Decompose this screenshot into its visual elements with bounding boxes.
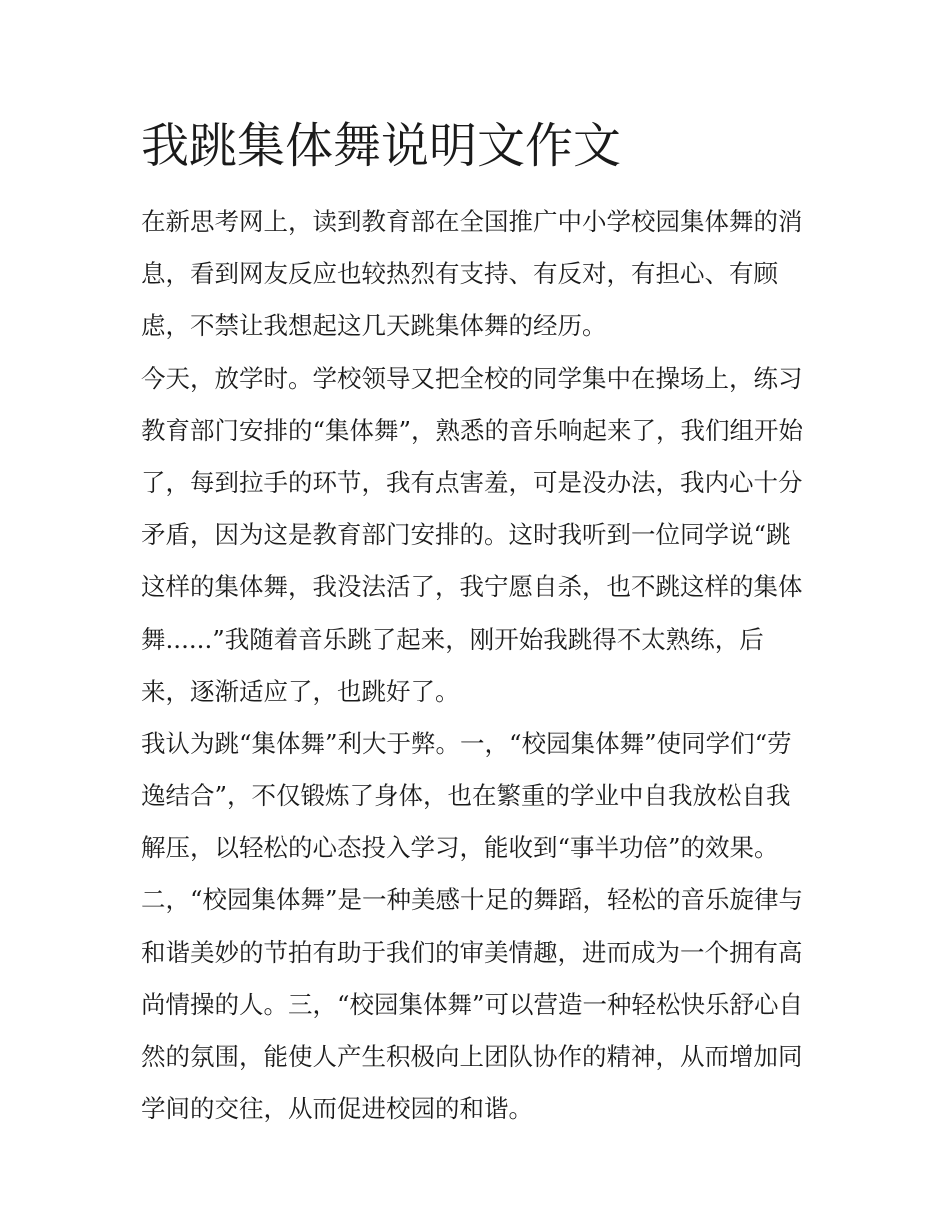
text-line: 解压，以轻松的心态投入学习，能收到“事半功倍”的效果。 [141, 833, 779, 863]
text-line: 这样的集体舞，我没法活了，我宁愿自杀，也不跳这样的集体 [141, 572, 803, 602]
text-line: 虑，不禁让我想起这几天跳集体舞的经历。 [141, 311, 607, 341]
text-line: 学间的交往，从而促进校园的和谐。 [141, 1094, 533, 1124]
text-line: 今天，放学时。学校领导又把全校的同学集中在操场上，练习 [141, 363, 803, 393]
text-line: 息，看到网友反应也较热烈有支持、有反对，有担心、有顾 [141, 259, 778, 289]
text-line: 和谐美妙的节拍有助于我们的审美情趣，进而成为一个拥有高 [141, 937, 803, 967]
text-line: 教育部门安排的“集体舞”，熟悉的音乐响起来了，我们组开始 [141, 415, 804, 445]
text-line: 尚情操的人。三，“校园集体舞”可以营造一种轻松快乐舒心自 [141, 989, 804, 1019]
text-line: 来，逐渐适应了，也跳好了。 [141, 676, 460, 706]
text-line: 二，“校园集体舞”是一种美感十足的舞蹈，轻松的音乐旋律与 [141, 885, 804, 915]
document-title: 我跳集体舞说明文作文 [141, 118, 622, 174]
document-body [141, 196, 821, 1135]
text-line: 在新思考网上，读到教育部在全国推广中小学校园集体舞的消 [141, 207, 803, 236]
text-line: 我认为跳“集体舞”利大于弊。一，“校园集体舞”使同学们“劳 [141, 728, 792, 758]
text-line: 舞......”我随着音乐跳了起来，刚开始我跳得不太熟练，后 [141, 624, 764, 654]
text-line: 然的氛围，能使人产生积极向上团队协作的精神，从而增加同 [141, 1042, 803, 1071]
text-line: 了，每到拉手的环节，我有点害羞，可是没办法，我内心十分 [141, 467, 803, 497]
text-line: 逸结合”，不仅锻炼了身体，也在繁重的学业中自我放松自我 [141, 781, 791, 811]
text-line: 矛盾，因为这是教育部门安排的。这时我听到一位同学说“跳 [141, 520, 791, 550]
